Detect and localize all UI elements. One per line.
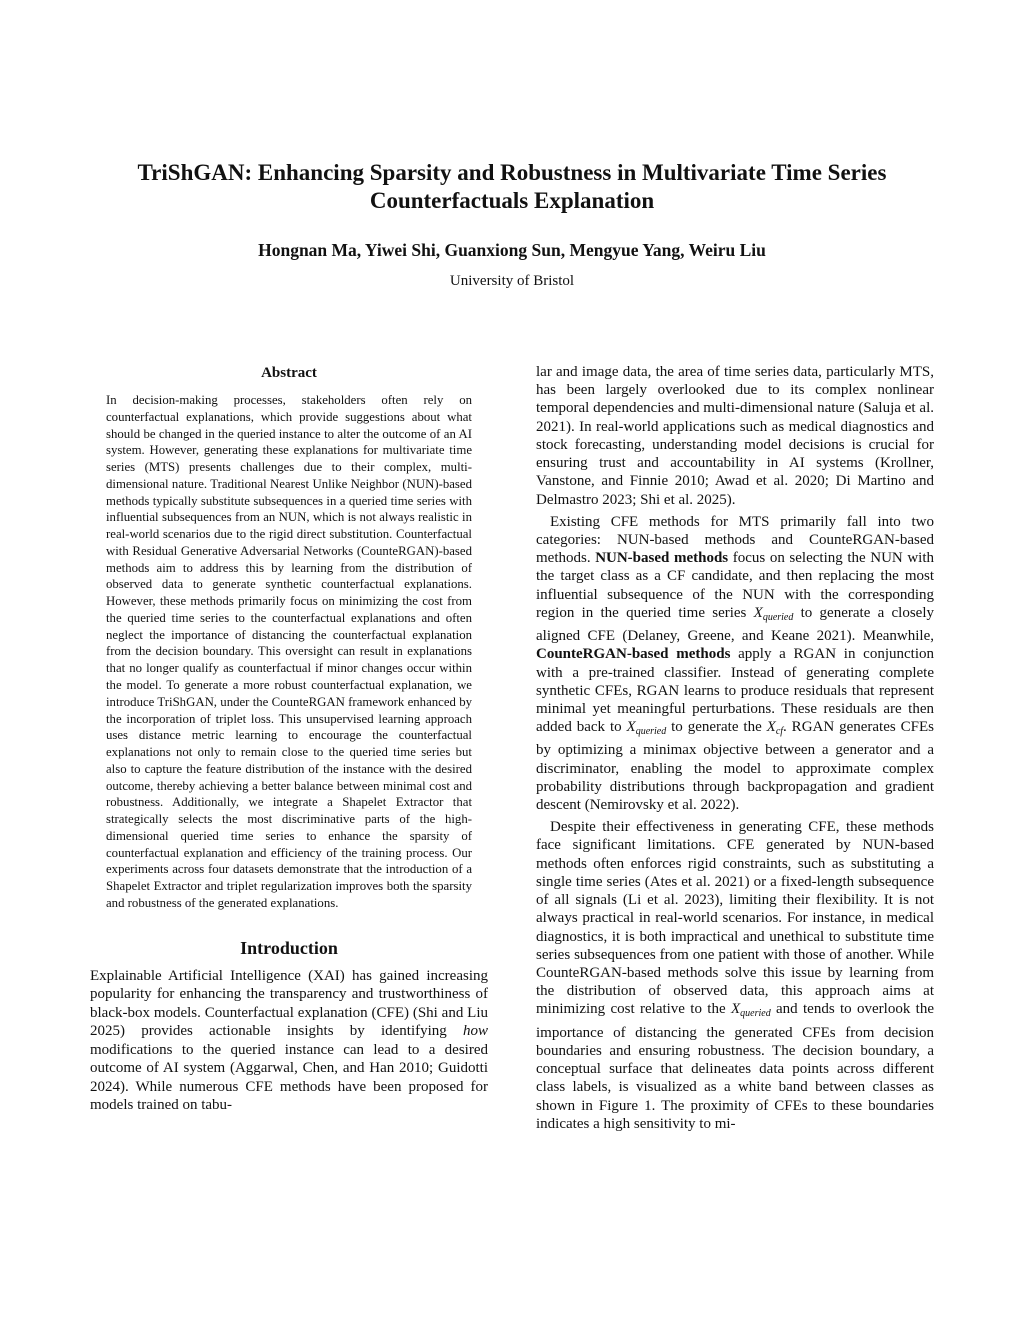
left-column (90, 362, 488, 1115)
intro-paragraph-2: Existing CFE methods for MTS primarily fall into two categories: NUN-based methods and CounteRGAN-based methods. NUN-based methods focus on selecting the NUN with the target class as a CF candidate, and then replacing the most influential subsequence of the NUN with the corresponding region in the queried time series $X_{queried}$ to generate a closely aligned CFE (Delaney, Greene, and Keane 2021). Meanwhile, CounteRGAN-based methods apply a RGAN in conjunction with a pre-trained classifier. Instead of generating complete synthetic CFEs, RGAN learns to produce residuals that represent minimal yet meaningful perturbations. These residuals are then added back to $X_{queried}$ to generate the $X_{cf}$. RGAN generates CFEs by optimizing a minimax objective between a generator and a discriminator, enabling the model to approximate complex probability distributions through backpropagation and gradient descent (Nemirovsky et al. 2022). (536, 513, 935, 814)
abstract-text: In decision-making processes, stakeholders often rely on counterfactual explanations, which provide suggestions about what should be changed in the queried instance to alter the outcome of an AI system. However, generating these explanations for multivariate time series (MTS) presents challenges due to their complex, multi-dimensional nature. Traditional Nearest Unlike Neighbor (NUN)-based methods typically substitute subsequences in a queried time series with influential subsequences from an NUN, which is not always realistic in real-world scenarios due to the rigid direct substitution. Counterfactual with Residual Generative Adversarial Networks (CounteRGAN)-based methods aim to address this by learning from the distribution of observed data to generate synthetic counterfactual explanations. However, these methods primarily focus on minimizing the cost from the queried time series to the counterfactual explanations and often neglect the importance of distancing the counterfactual explanation from the decision boundary. This oversight can result in explanations that no longer qualify as counterfactual if minor changes occur within the model. To generate a more robust counterfactual explanation, we introduce TriShGAN, under the CounteRGAN framework enhanced by the incorporation of triplet loss. This unsupervised learning approach uses distance metric learning to encourage the counterfactual explanations not only to remain close to the queried time series but also to capture the feature distribution of the instance with the desired outcome, thereby achieving a better balance between minimal cost and robustness. Additionally, we integrate a Shapelet Extractor that strategically selects the most discriminative parts of the high-dimensional queried time series to enhance the sparsity of counterfactual explanation and efficiency of the training process. Our experiments across four datasets demonstrate that the introduction of a Shapelet Extractor and triplet regularization improves both the sparsity and robustness of the generated explanations. (106, 393, 472, 910)
bold-counteRGAN-based-methods: CounteRGAN-based methods (536, 646, 731, 663)
math-x-queried: $X_{queried}$ (730, 1001, 771, 1020)
introduction-body (90, 967, 488, 1115)
emphasis-how: how (462, 1023, 488, 1040)
intro-paragraph-3: Despite their effectiveness in generating CFE, these methods face significant limitations. CFE generated by NUN-based methods often enforces rigid constraints, such as substituting a single time series (Ates et al. 2021) or a fixed-length subsequence of all signals (Li et al. 2023), limiting their flexibility. It is not always practical in real-world scenarios. For instance, in medical diagnostics, it is both impractical and unethical to substitute time series subsequences from one patient with those of another. While CounteRGAN-based methods solve this issue by learning from the distribution of observed data, this approach aims at minimizing cost relative to the $X_{queried}$ and tends to overlook the importance of distancing the generated CFEs from decision boundaries and ensuring robustness. The decision boundary, a conceptual surface that delineates data points across different class labels, is visualized as a white band between classes as shown in Figure 1. The proximity of CFEs to these boundaries indicates a high sensitivity to mi- (536, 819, 934, 1132)
paper-title (100, 159, 924, 215)
right-column (536, 363, 934, 1133)
arxiv-identifier (6, 378, 70, 978)
title-line-2: Counterfactuals Explanation (369, 188, 655, 213)
intro-paragraph-1: Explainable Artificial Intelligence (XAI) has gained increasing popularity for enhancing the transparency and trustworthiness of black-box models. Counterfactual explanation (CFE) (Shi and Liu 2025) provides actionable insights by identifying how modifications to the queried instance can lead to a desired outcome of AI system (Aggarwal, Chen, and Han 2010; Guidotti 2024). While numerous CFE methods have been proposed for models trained on tabu- (90, 967, 488, 1114)
author-list: Hongnan Ma, Yiwei Shi, Guanxiong Sun, Mengyue Yang, Weiru Liu (258, 240, 766, 260)
abstract-heading: Abstract (261, 365, 317, 381)
intro-paragraph-1-continued: lar and image data, the area of time series data, particularly MTS, has been largely overlooked due to its complex nonlinear temporal dependencies and multi-dimensional nature (Saluja et al. 2021). In real-world applications such as medical diagnostics and stock forecasting, understanding model decisions is crucial for ensuring trust and accountability in AI systems (Krollner, Vanstone, and Finnie 2010; Awad et al. 2020; Di Martino and Delmastro 2023; Shi et al. 2025). (536, 364, 934, 508)
introduction-heading: Introduction (240, 937, 338, 958)
introduction-body-continued (536, 363, 934, 1133)
math-x-cf: $X_{cf}$ (766, 719, 784, 738)
math-x-queried: $X_{queried}$ (753, 604, 794, 623)
affiliation: University of Bristol (449, 273, 575, 289)
bold-nun-based-methods: NUN-based methods (595, 550, 729, 567)
title-line-1: TriShGAN: Enhancing Sparsity and Robustness in Multivariate Time Series (137, 160, 887, 185)
math-x-queried: $X_{queried}$ (626, 719, 667, 738)
